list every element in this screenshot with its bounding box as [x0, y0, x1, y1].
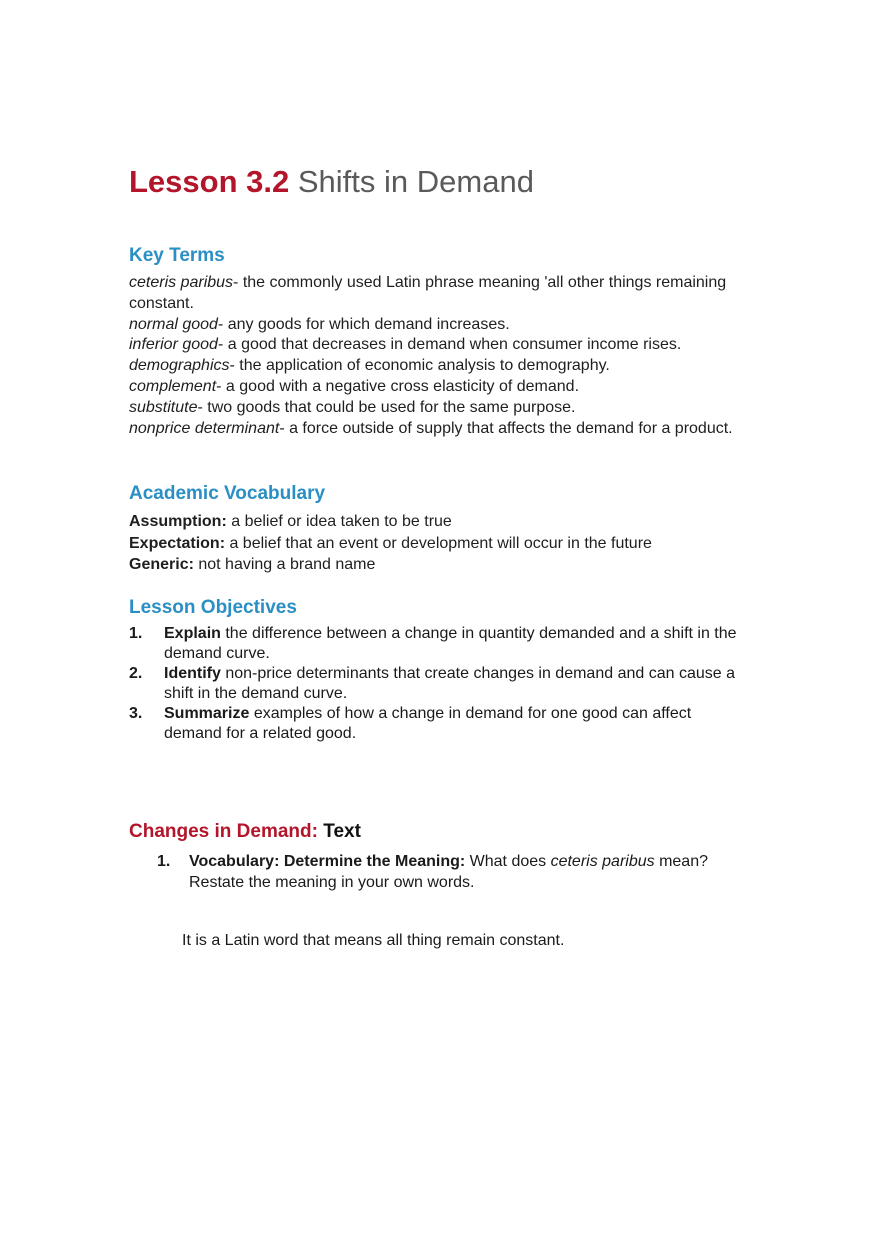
objective-item: 1. Explain the difference between a change in quantity demanded and a shift in the demand curve. — [129, 625, 737, 662]
lesson-title: Shifts in Demand — [297, 164, 534, 199]
key-term-item: substitute- two goods that could be used for the same purpose. — [129, 398, 576, 416]
key-term-item: nonprice determinant- a force outside of supply that affects the demand for a product. — [129, 419, 733, 437]
key-terms-list — [129, 273, 749, 439]
key-term-item: normal good- any goods for which demand increases. — [129, 315, 510, 333]
changes-in-demand-section — [129, 820, 749, 844]
question-text: Vocabulary: Determine the Meaning: What does ceteris paribus mean? Restate the meaning in your own words. — [189, 853, 708, 891]
objectives-list — [129, 624, 749, 744]
vocabulary-item: Assumption: a belief or idea taken to be true — [129, 513, 452, 530]
vocabulary-list — [129, 511, 749, 576]
objective-item: 2. Identify non-price determinants that create changes in demand and can cause a shift in the demand curve. — [129, 665, 735, 702]
vocabulary-item: Expectation: a belief that an event or development will occur in the future — [129, 534, 652, 552]
question-item — [157, 852, 747, 893]
key-term-item: complement- a good with a negative cross elasticity of demand. — [129, 377, 580, 395]
question-number: 1. — [157, 853, 171, 870]
lesson-objectives-heading: Lesson Objectives — [129, 597, 297, 618]
key-term-item: demographics- the application of economic analysis to demography. — [129, 357, 610, 375]
answer-text: It is a Latin word that means all thing remain constant. — [182, 932, 565, 949]
academic-vocabulary-heading: Academic Vocabulary — [129, 483, 326, 504]
objective-item: 3. Summarize examples of how a change in demand for one good can affect demand for a related good. — [129, 705, 692, 742]
key-terms-heading: Key Terms — [129, 245, 225, 266]
vocabulary-item: Generic: not having a brand name — [129, 556, 376, 573]
changes-in-demand-heading: Changes in Demand: Text — [129, 821, 361, 842]
key-term-item: inferior good- a good that decreases in demand when consumer income rises. — [129, 336, 682, 354]
lesson-number: Lesson 3.2 — [129, 164, 290, 199]
key-terms-section — [129, 244, 749, 439]
academic-vocabulary-section — [129, 482, 749, 576]
page-title — [129, 164, 534, 200]
lesson-objectives-section — [129, 596, 749, 744]
key-term-item: ceteris paribus- the commonly used Latin phrase meaning 'all other things remaining constant. — [129, 274, 727, 312]
